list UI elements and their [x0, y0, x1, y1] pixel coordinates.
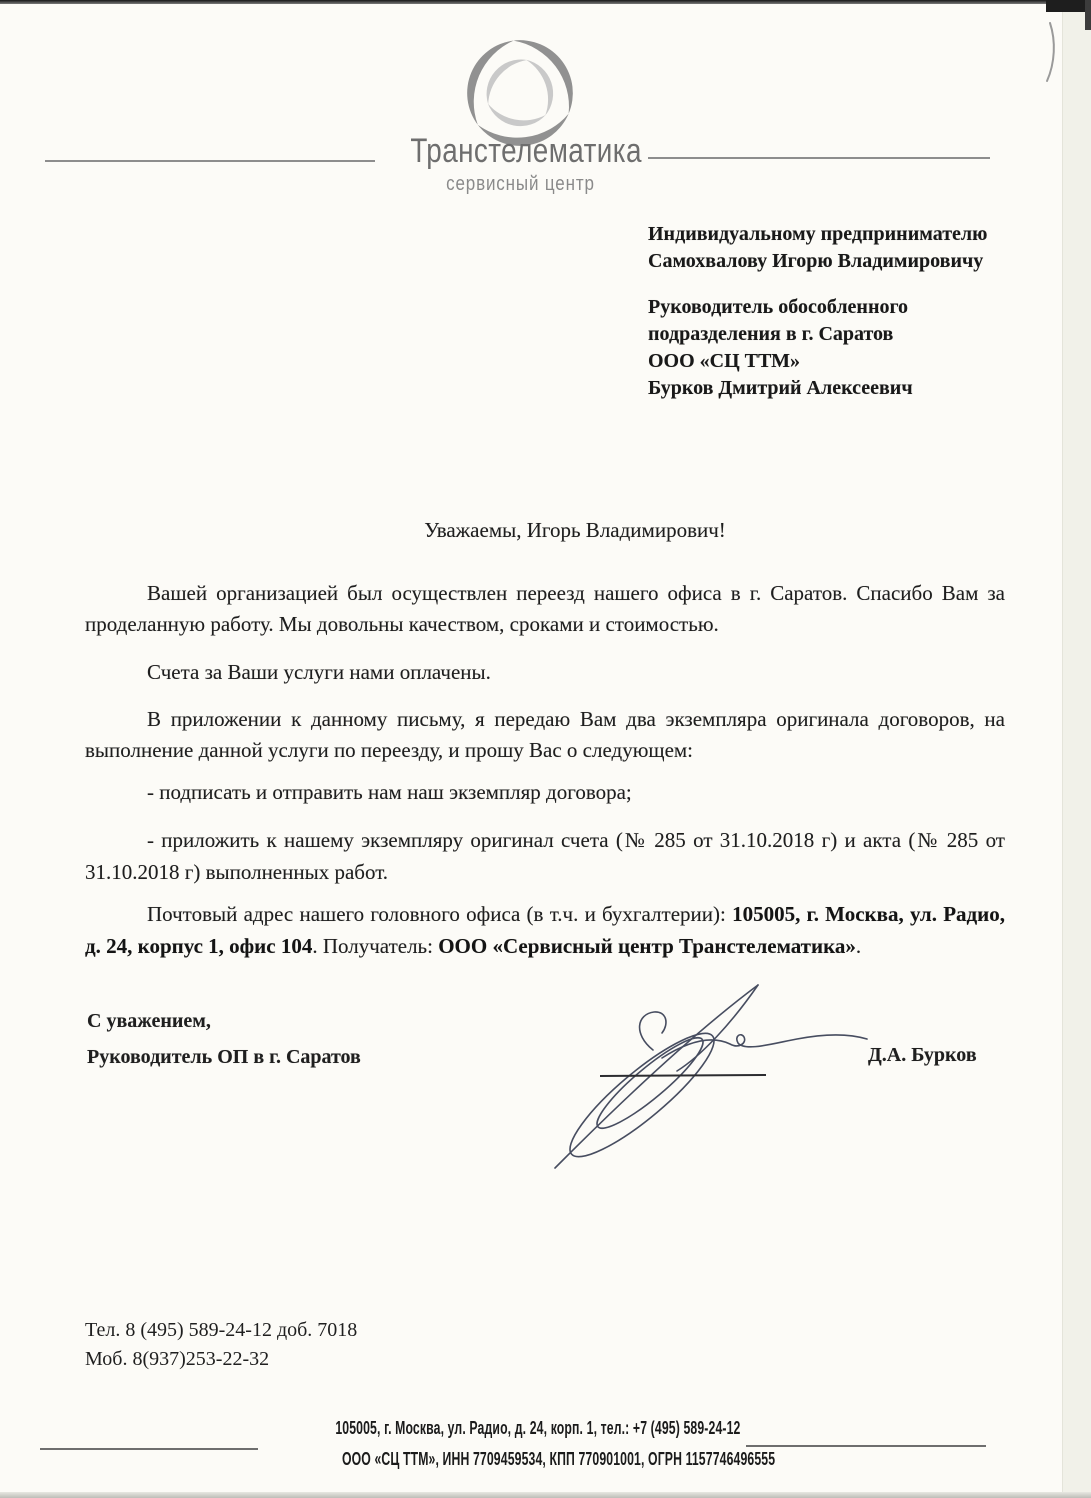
contacts-block	[85, 1316, 357, 1374]
address-bold: 105005, г. Москва, ул. Радио, д. 24, корпус 1, офис 104	[85, 902, 1005, 958]
handwritten-signature	[535, 970, 880, 1180]
signature-name: Д.А. Бурков	[868, 1044, 977, 1066]
contact-phone: Тел. 8 (495) 589-24-12 доб. 7018	[85, 1319, 358, 1341]
footer-line-1-text: 105005, г. Москва, ул. Радио, д. 24, корп. 1, тел.: +7 (495) 589-24-12	[335, 1418, 741, 1438]
address-company-bold: ООО «Сервисный центр Транстелематика»	[438, 934, 856, 958]
signature-underline	[600, 1075, 766, 1076]
recipient-line: ООО «СЦ ТТМ»	[648, 350, 800, 372]
paragraph-postal-address	[85, 898, 1005, 962]
address-suffix: .	[855, 934, 862, 958]
address-prefix: Почтовый адрес нашего головного офиса (в т.ч. и бухгалтерии):	[147, 902, 733, 926]
logo-title-text: Транстелематика	[410, 132, 642, 170]
header-rule-right	[648, 157, 990, 159]
logo-title	[385, 132, 655, 170]
recipient-line: Индивидуальному предпринимателю	[648, 223, 988, 245]
footer-rule-right	[746, 1445, 986, 1447]
footer-line-2	[240, 1444, 776, 1475]
list-item-sign-contract: - подписать и отправить нам наш экземпляр договора;	[147, 780, 632, 804]
footer-rule-left	[40, 1448, 258, 1450]
paragraph-invoices-paid: Счета за Ваши услуги нами оплачены.	[147, 660, 491, 684]
logo-subtitle	[385, 172, 655, 196]
scan-bottom-edge	[0, 1492, 1091, 1498]
logo-subtitle-text: сервисный центр	[445, 173, 595, 195]
footer-line-2-text: ООО «СЦ ТТМ», ИНН 7709459534, КПП 770901001, ОГРН 1157746496555	[341, 1449, 776, 1469]
recipient-line: подразделения в г. Саратов	[648, 323, 894, 345]
signature-closing: С уважением,	[87, 1010, 211, 1032]
scan-pen-mark	[1030, 15, 1070, 95]
recipient-block	[648, 221, 998, 402]
scan-edge-band	[1062, 0, 1091, 1498]
scan-corner-shadow-right	[1085, 0, 1091, 30]
recipient-line: Бурков Дмитрий Алексеевич	[648, 377, 913, 399]
contact-mobile: Моб. 8(937)253-22-32	[85, 1348, 270, 1370]
recipient-line: Руководитель обособленного	[648, 296, 909, 318]
list-item-attach-originals: - приложить к нашему экземпляру оригинал счета (№ 285 от 31.10.2018 г) и акта (№ 285 от 31.10.2018 г) выполненных работ.	[85, 828, 1005, 884]
signature-job-title: Руководитель ОП в г. Саратов	[87, 1046, 361, 1068]
address-mid: . Получатель:	[312, 934, 439, 958]
recipient-gap	[648, 275, 998, 294]
header-rule-left	[45, 160, 375, 162]
recipient-line: Самохвалову Игорю Владимировичу	[648, 250, 984, 272]
footer-line-1	[240, 1413, 760, 1444]
salutation: Уважаемы, Игорь Владимирович!	[424, 518, 726, 542]
paragraph-attachment: В приложении к данному письму, я передаю Вам два экземпляра оригинала договоров, на выполнение данной услуги по переезду, и прошу Вас о следующем:	[85, 707, 1005, 762]
paragraph-thanks: Вашей организацией был осуществлен переезд нашего офиса в г. Саратов. Спасибо Вам за проделанную работу. Мы довольны качеством, сроками и стоимостью.	[85, 581, 1005, 636]
footer-block	[240, 1413, 776, 1475]
scan-top-edge	[0, 0, 1091, 4]
